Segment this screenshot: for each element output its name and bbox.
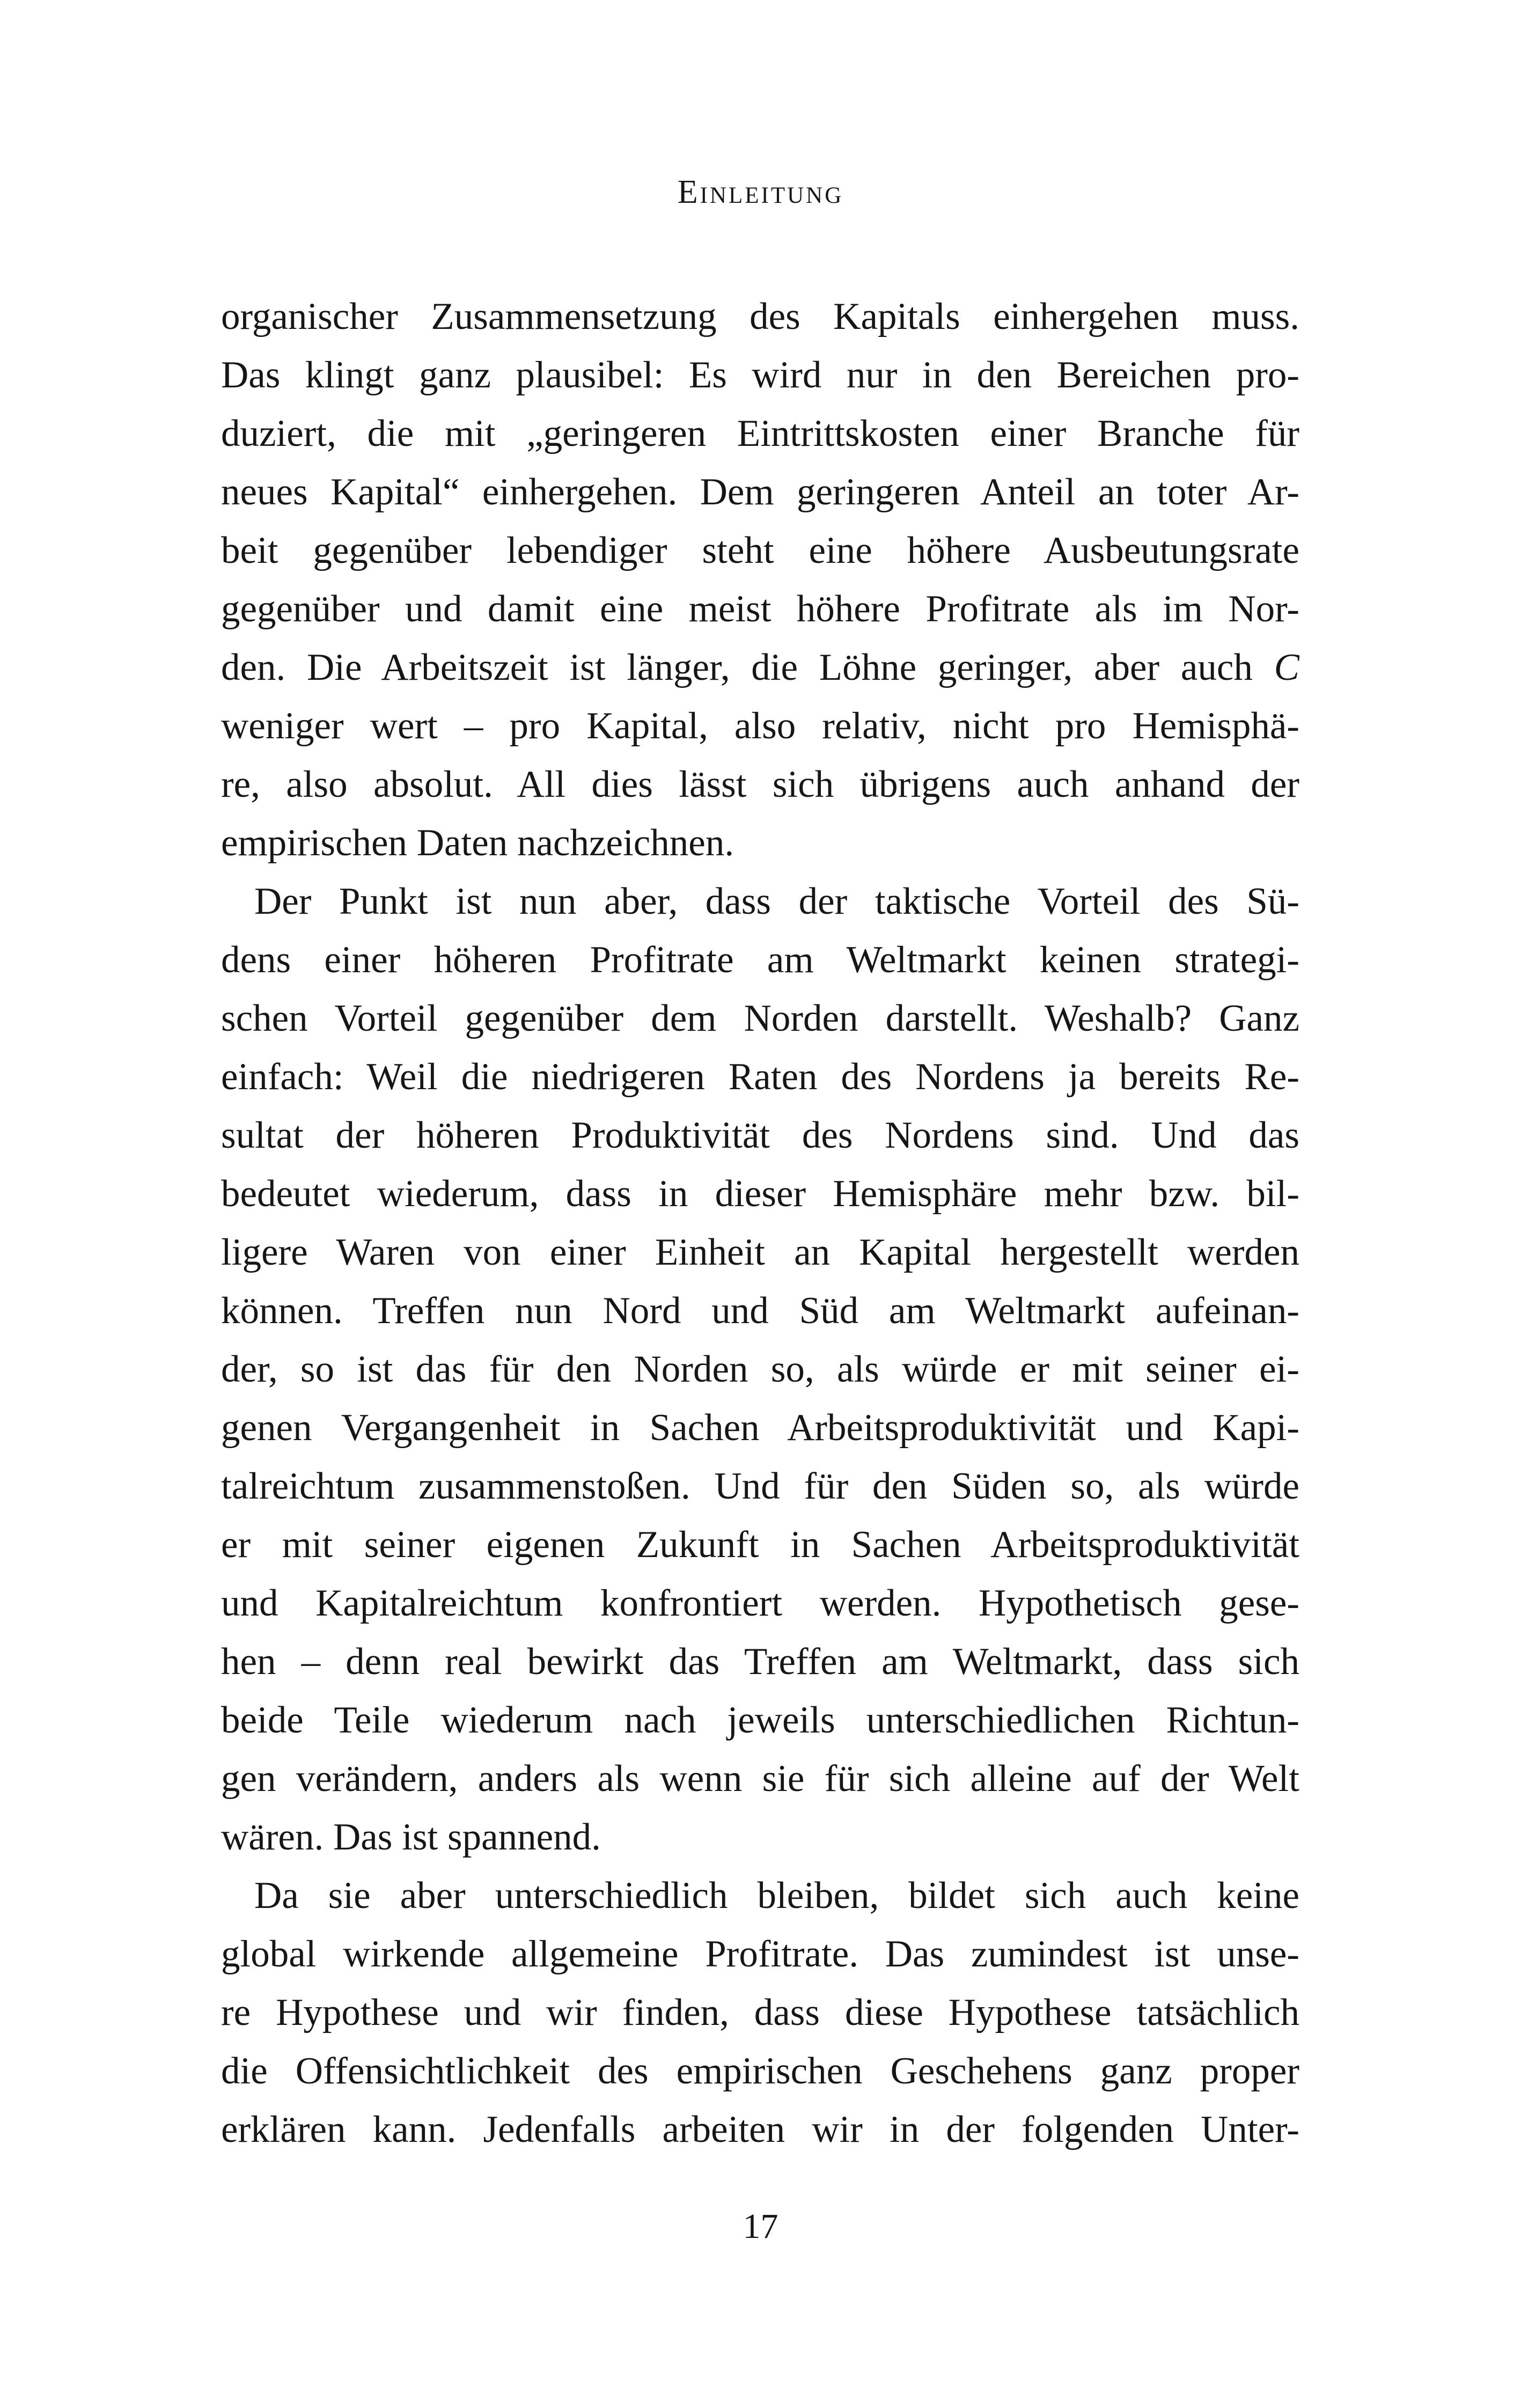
- text-line: den. Die Arbeitszeit ist länger, die Löhne geringer, aber auch C: [221, 647, 1299, 688]
- running-head: Einleitung: [677, 174, 844, 210]
- page-number: 17: [743, 2207, 778, 2246]
- text-line: talreichtum zusammenstoßen. Und für den Süden so, als würde: [221, 1465, 1299, 1507]
- paragraph: [221, 288, 1299, 872]
- body-text: [221, 288, 1299, 2159]
- text-line: können. Treffen nun Nord und Süd am Weltmarkt aufeinan-: [221, 1290, 1299, 1332]
- text-line: sultat der höheren Produktivität des Nordens sind. Und das: [221, 1114, 1299, 1156]
- text-line: und Kapitalreichtum konfrontiert werden. Hypothetisch gese-: [221, 1582, 1299, 1624]
- text-line: Das klingt ganz plausibel: Es wird nur in den Bereichen pro-: [221, 354, 1299, 396]
- variable-c: C: [1274, 647, 1299, 688]
- text-line: empirischen Daten nachzeichnen.: [221, 822, 734, 864]
- text-line: wären. Das ist spannend.: [221, 1816, 601, 1858]
- text-line: der, so ist das für den Norden so, als würde er mit seiner ei-: [221, 1348, 1299, 1390]
- text-line: organischer Zusammensetzung des Kapitals einhergehen muss.: [221, 296, 1299, 337]
- text-line: Da sie aber unterschiedlich bleiben, bildet sich auch keine: [254, 1875, 1299, 1917]
- paragraph: [221, 872, 1299, 1867]
- text-line: die Offensichtlichkeit des empirischen Geschehens ganz proper: [221, 2050, 1299, 2092]
- paragraph: [221, 1867, 1299, 2159]
- text-line: weniger wert – pro Kapital, also relativ, nicht pro Hemisphä-: [221, 705, 1299, 747]
- text-line: duziert, die mit „geringeren Eintrittskosten einer Branche für: [221, 413, 1299, 454]
- text-line: erklären kann. Jedenfalls arbeiten wir in der folgenden Unter-: [221, 2109, 1299, 2150]
- text-line: dens einer höheren Profitrate am Weltmarkt keinen strategi-: [221, 939, 1299, 981]
- text-line: global wirkende allgemeine Profitrate. Das zumindest ist unse-: [221, 1933, 1299, 1975]
- text-line: ligere Waren von einer Einheit an Kapital hergestellt werden: [221, 1231, 1299, 1273]
- text-line: genen Vergangenheit in Sachen Arbeitsproduktivität und Kapi-: [221, 1407, 1299, 1449]
- text-line: beit gegenüber lebendiger steht eine höhere Ausbeutungsrate: [221, 530, 1299, 571]
- text-line: einfach: Weil die niedrigeren Raten des Nordens ja bereits Re-: [221, 1056, 1299, 1098]
- text-line: er mit seiner eigenen Zukunft in Sachen Arbeitsproduktivität: [221, 1524, 1299, 1566]
- text-line: Der Punkt ist nun aber, dass der taktische Vorteil des Sü-: [254, 880, 1299, 922]
- text-line: neues Kapital“ einhergehen. Dem geringeren Anteil an toter Ar-: [221, 471, 1299, 513]
- text-line: schen Vorteil gegenüber dem Norden darstellt. Weshalb? Ganz: [221, 997, 1299, 1039]
- text-line: beide Teile wiederum nach jeweils unterschiedlichen Richtun-: [221, 1699, 1299, 1741]
- text-line: gen verändern, anders als wenn sie für sich alleine auf der Welt: [221, 1758, 1299, 1800]
- text-line: re, also absolut. All dies lässt sich übrigens auch anhand der: [221, 763, 1299, 805]
- text-line: re Hypothese und wir finden, dass diese Hypothese tatsächlich: [221, 1992, 1299, 2033]
- text-line: bedeutet wiederum, dass in dieser Hemisphäre mehr bzw. bil-: [221, 1173, 1299, 1215]
- text-line: hen – denn real bewirkt das Treffen am Weltmarkt, dass sich: [221, 1641, 1299, 1683]
- text-line: gegenüber und damit eine meist höhere Profitrate als im Nor-: [221, 588, 1299, 630]
